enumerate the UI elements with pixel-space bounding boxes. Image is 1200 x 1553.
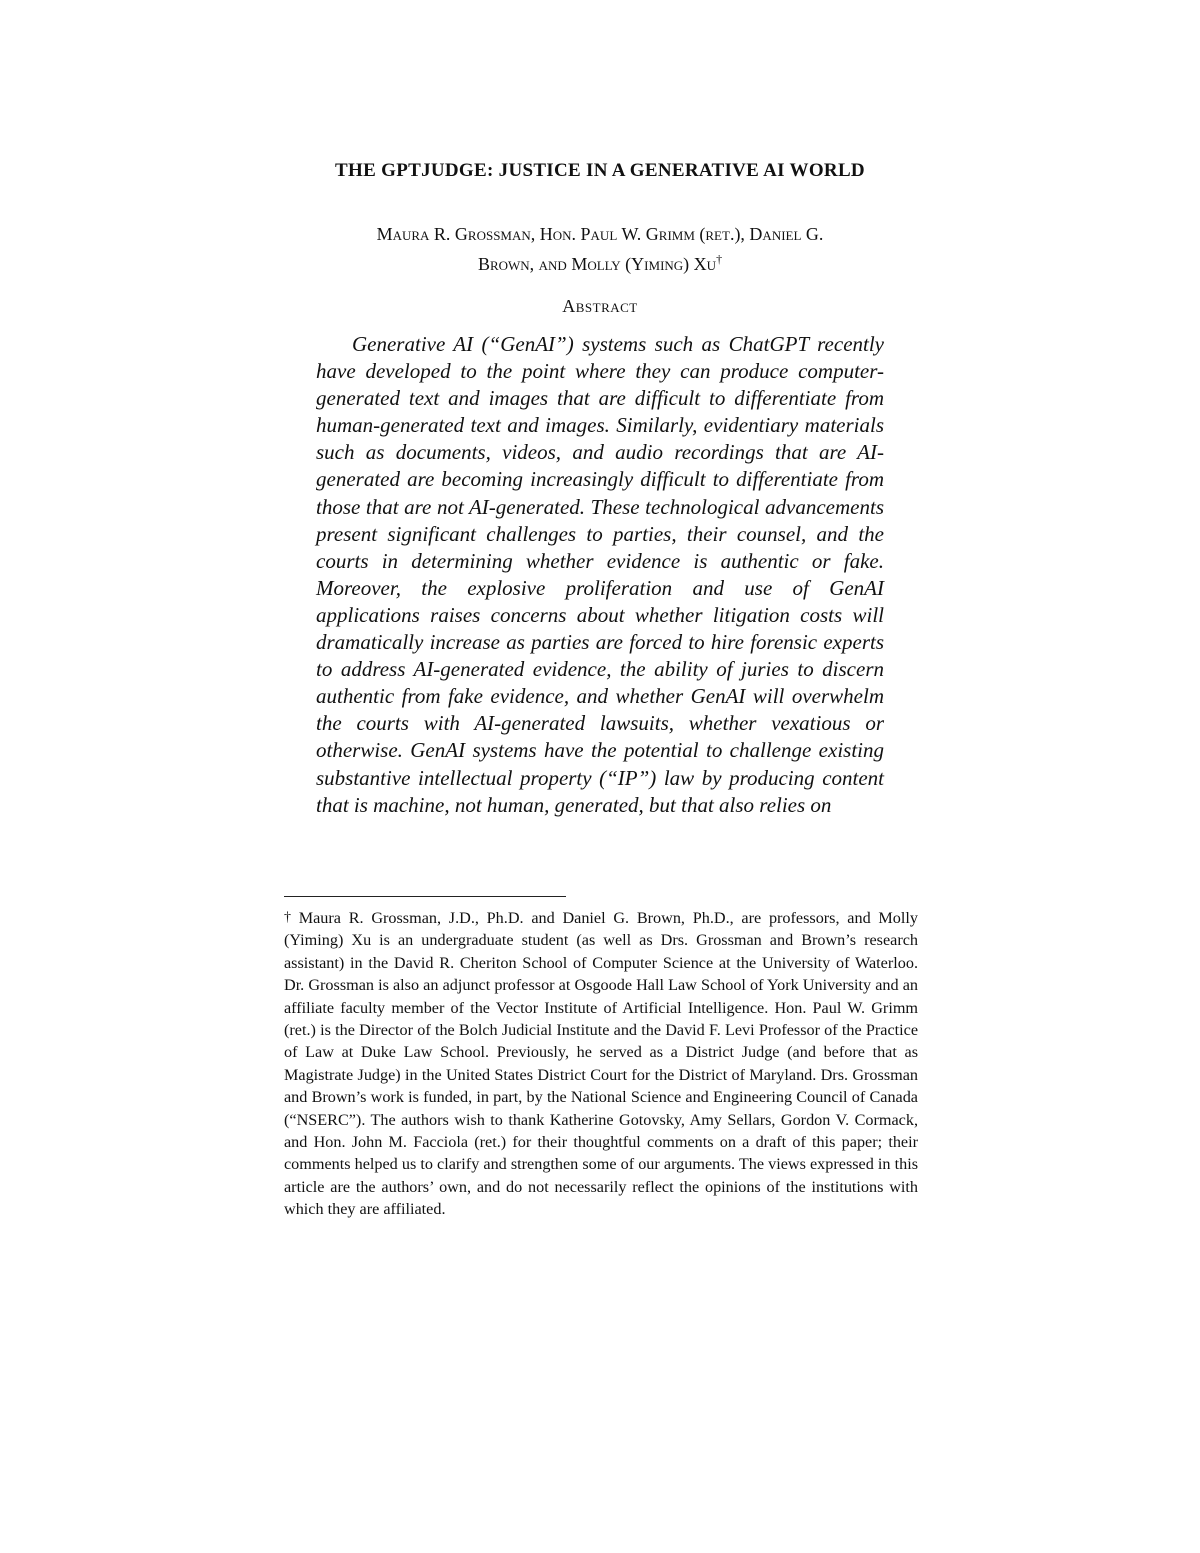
abstract-body: Generative AI (“GenAI”) systems such as ChatGPT recently have developed to the point where they can produce computer-generated text and images that are difficult to differentiate from human-generated text and images. Similarly, evidentiary materials such as documents, videos, and audio recordings that are AI-generated are becoming increasingly difficult to differentiate from those that are not AI-generated. These technological advancements present significant challenges to parties, their counsel, and the courts in determining whether evidence is authentic or fake. Moreover, the explosive proliferation and use of GenAI applications raises concerns about whether litigation costs will dramatically increase as parties are forced to hire forensic experts to address AI-generated evidence, the ability of juries to discern authentic from fake evidence, and whether GenAI will overwhelm the courts with AI-generated lawsuits, whether vexatious or otherwise. GenAI systems have the potential to challenge existing substantive intellectual property (“IP”) law by producing content that is machine, not human, generated, but that also relies on [316, 332, 884, 817]
footnote-text: Maura R. Grossman, J.D., Ph.D. and Daniel G. Brown, Ph.D., are professors, and Molly (Yiming) Xu is an undergraduate student (as well as Drs. Grossman and Brown’s research assistant) in the David R. Cheriton School of Computer Science at the University of Waterloo. Dr. Grossman is also an adjunct professor at Osgoode Hall Law School of York University and an affiliate faculty member of the Vector Institute of Artificial Intelligence. Hon. Paul W. Grimm (ret.) is the Director of the Bolch Judicial Institute and the David F. Levi Professor of the Practice of Law at Duke Law School. Previously, he served as a District Judge (and before that as Magistrate Judge) in the United States District Court for the District of Maryland. Drs. Grossman and Brown’s work is funded, in part, by the National Science and Engineering Council of Canada (“NSERC”). The authors wish to thank Katherine Gotovsky, Amy Sellars, Gordon V. Cormack, and Hon. John M. Facciola (ret.) for their thoughtful comments on a draft of this paper; their comments helped us to clarify and strengthen some of our arguments. The views expressed in this article are the authors’ own, and do not necessarily reflect the opinions of the institutions with which they are affiliated. [284, 909, 918, 1219]
author-footnote-mark: † [716, 252, 723, 266]
author-list [300, 222, 900, 277]
author-line-2: Brown, and Molly (Yiming) Xu [477, 254, 717, 274]
abstract-heading: Abstract [562, 296, 638, 316]
paper-title: THE GPTJUDGE: JUSTICE IN A GENERATIVE AI WORLD [335, 160, 865, 181]
footnote-divider [284, 896, 566, 897]
author-line-1: Maura R. Grossman, Hon. Paul W. Grimm (ret.), Daniel G. [376, 224, 824, 244]
footnote [284, 907, 918, 1221]
footnote-mark: † [284, 910, 295, 925]
